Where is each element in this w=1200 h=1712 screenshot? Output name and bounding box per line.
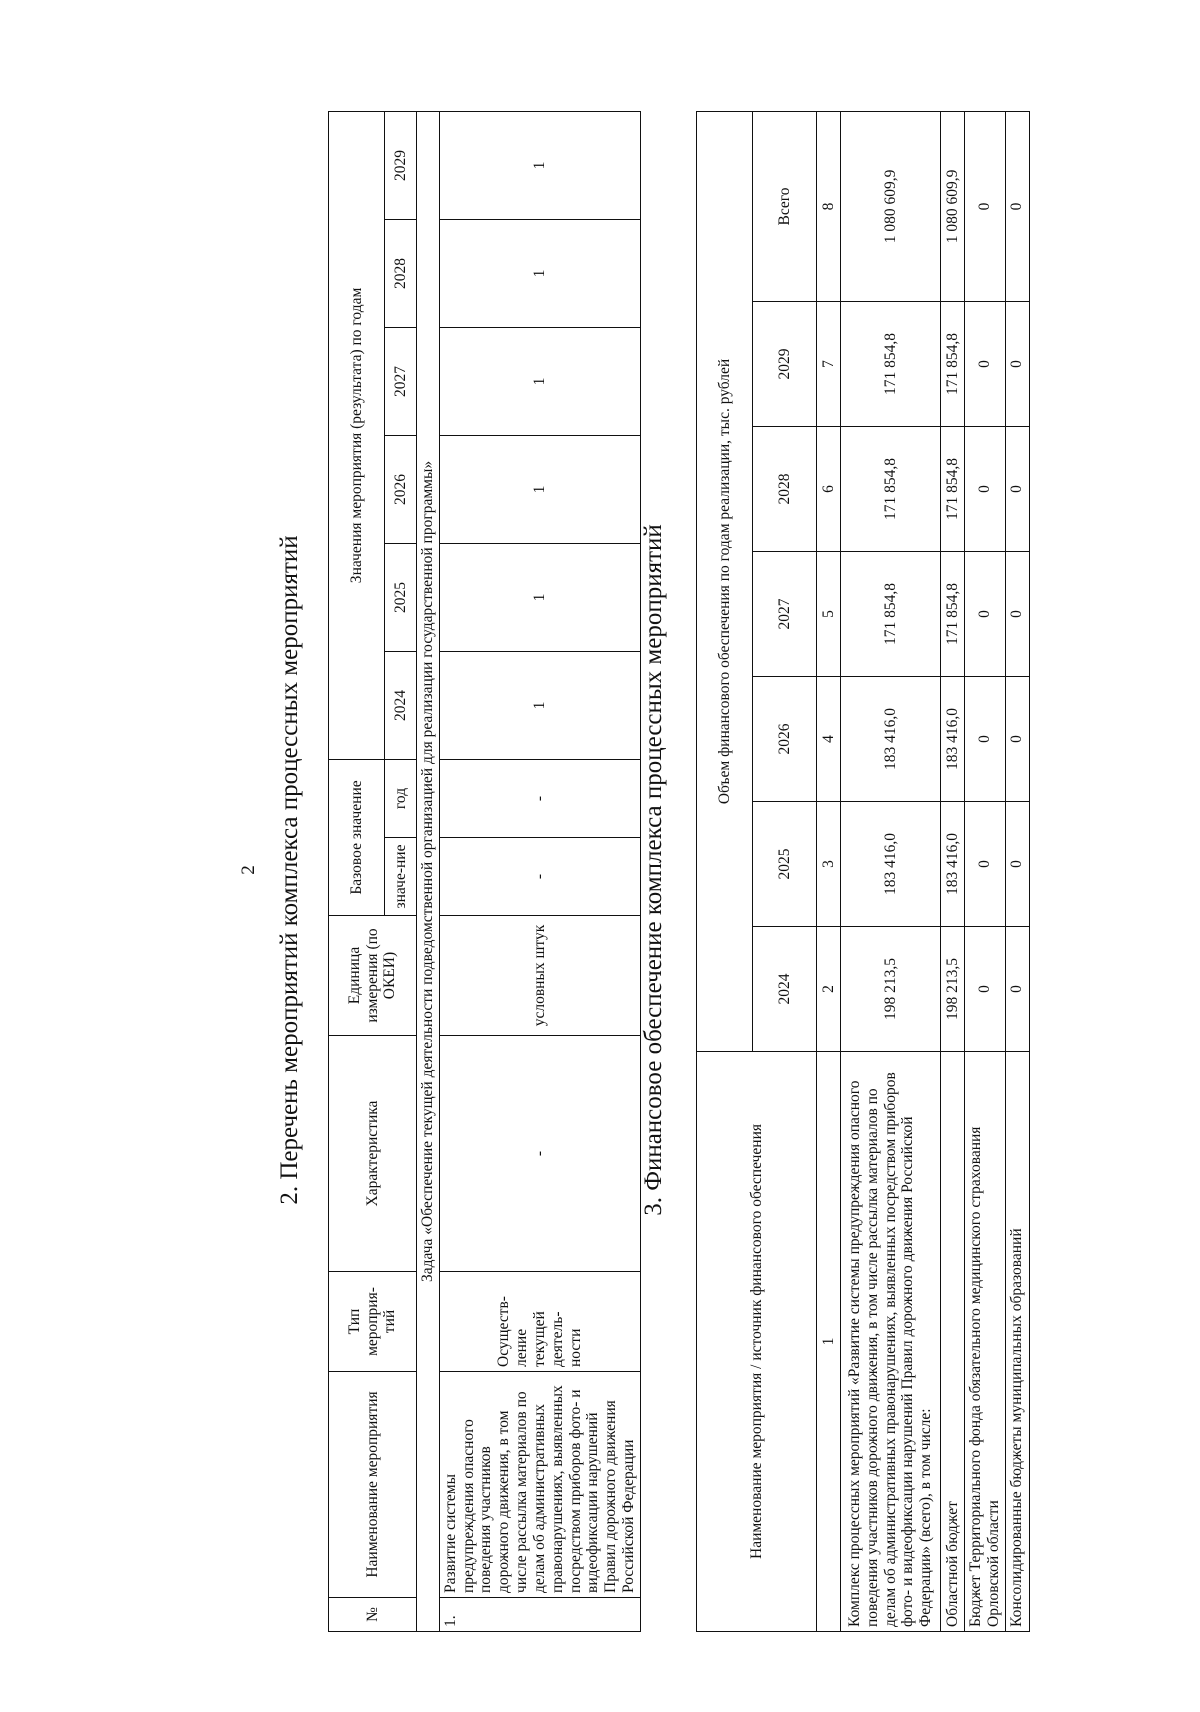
fin-value: 0: [1005, 427, 1029, 552]
fin-year-header: 2029: [753, 302, 817, 427]
year-header: 2024: [385, 651, 417, 759]
task-row: [417, 111, 440, 1631]
fin-value: 0: [1005, 302, 1029, 427]
year-value: 1: [439, 435, 640, 543]
fin-value: 171 854,8: [841, 552, 941, 677]
fin-value: 0: [965, 802, 1006, 927]
header-row-1: [329, 111, 385, 1631]
fin-value: 0: [965, 302, 1006, 427]
year-header: 2026: [385, 435, 417, 543]
fin-value: 183 416,0: [841, 802, 941, 927]
section-2-title: 2. Перечень мероприятий комплекса процессных мероприятий: [276, 535, 303, 1205]
fin-value: 171 854,8: [841, 302, 941, 427]
column-number: 7: [817, 302, 841, 427]
table-row: [1005, 111, 1029, 1631]
event-type: Осуществ-ление текущей деятель-ности: [439, 1272, 640, 1372]
year-value: 1: [439, 111, 640, 219]
fin-value: 171 854,8: [841, 427, 941, 552]
base-value: -: [439, 838, 640, 916]
page-number: 2: [238, 865, 259, 875]
fin-row-name: Комплекс процессных мероприятий «Развитие системы предупреждения опасного поведения участников дорожного движения, в том числе рассылка материалов по делам об административных правонарушениях, выявленных посредством приборов фото- и видеофиксации нарушений Правил дорожного движения Российской Федерации» (всего), в том числе:: [841, 1052, 941, 1632]
col-header-unit: Единица измерения (по ОКЕИ): [329, 916, 417, 1036]
fin-value: 0: [965, 427, 1006, 552]
fin-value: 183 416,0: [941, 802, 965, 927]
table-row: [439, 111, 640, 1631]
task-text: Задача «Обеспечение текущей деятельности подведомственной организацией для реализации государственной программы»: [417, 111, 440, 1631]
year-value: 1: [439, 327, 640, 435]
fin-row-name: Консолидированные бюджеты муниципальных образований: [1005, 1052, 1029, 1632]
year-header: 2028: [385, 219, 417, 327]
base-year: -: [439, 759, 640, 837]
fin-col-header-volume: Объем финансового обеспечения по годам реализации, тыс. рублей: [697, 111, 753, 1051]
year-header: 2027: [385, 327, 417, 435]
fin-value: 0: [1005, 927, 1029, 1052]
fin-value: 171 854,8: [941, 302, 965, 427]
column-number: 3: [817, 802, 841, 927]
year-header: 2029: [385, 111, 417, 219]
fin-value: 198 213,5: [941, 927, 965, 1052]
fin-year-header: 2025: [753, 802, 817, 927]
column-number: 8: [817, 111, 841, 301]
fin-header-row-1: [697, 111, 753, 1631]
fin-value: 171 854,8: [941, 427, 965, 552]
fin-total-header: Всего: [753, 111, 817, 301]
fin-value: 0: [1005, 677, 1029, 802]
col-header-base: Базовое значение: [329, 759, 385, 915]
fin-total: 1 080 609,9: [941, 111, 965, 301]
fin-value: 0: [1005, 802, 1029, 927]
col-header-values: Значения мероприятия (результата) по годам: [329, 111, 385, 759]
table-row: [941, 111, 965, 1631]
row-number: 1.: [439, 1598, 640, 1632]
fin-row-name: Бюджет Территориального фонда обязательного медицинского страхования Орловской области: [965, 1052, 1006, 1632]
fin-total: 1 080 609,9: [841, 111, 941, 301]
events-list-table: [328, 111, 641, 1632]
fin-value: 198 213,5: [841, 927, 941, 1052]
rotated-page-content: [230, 100, 1050, 1640]
col-header-type: Тип мероприя-тий: [329, 1272, 417, 1372]
event-name: Развитие системы предупреждения опасного поведения участников дорожного движения, в том числе рассылка материалов по делам об административных правонарушениях, выявленных посредством приборов фото- и видеофиксации нарушений Правил дорожного движения Российской Федерации: [439, 1372, 640, 1598]
fin-year-header: 2027: [753, 552, 817, 677]
table-row: [841, 111, 941, 1631]
year-value: 1: [439, 219, 640, 327]
fin-value: 183 416,0: [941, 677, 965, 802]
col-header-name: Наименование мероприятия: [329, 1372, 417, 1598]
fin-total: 0: [1005, 111, 1029, 301]
fin-value: 0: [965, 552, 1006, 677]
col-header-base-value: значе-ние: [385, 838, 417, 916]
column-number: 1: [817, 1052, 841, 1632]
col-header-base-year: год: [385, 759, 417, 837]
column-number: 5: [817, 552, 841, 677]
financing-table: [696, 111, 1030, 1632]
column-numbers-row: [817, 111, 841, 1631]
fin-year-header: 2026: [753, 677, 817, 802]
column-number: 6: [817, 427, 841, 552]
section-3-title: 3. Финансовое обеспечение комплекса процессных мероприятий: [640, 524, 667, 1216]
fin-total: 0: [965, 111, 1006, 301]
fin-value: 171 854,8: [941, 552, 965, 677]
fin-value: 183 416,0: [841, 677, 941, 802]
column-number: 4: [817, 677, 841, 802]
col-header-characteristic: Характеристика: [329, 1036, 417, 1272]
year-value: 1: [439, 651, 640, 759]
fin-year-header: 2024: [753, 927, 817, 1052]
fin-value: 0: [1005, 552, 1029, 677]
fin-col-header-name: Наименование мероприятия / источник финансового обеспечения: [697, 1052, 817, 1632]
fin-value: 0: [965, 677, 1006, 802]
fin-year-header: 2028: [753, 427, 817, 552]
year-value: 1: [439, 543, 640, 651]
table-row: [965, 111, 1006, 1631]
fin-value: 0: [965, 927, 1006, 1052]
fin-row-name: Областной бюджет: [941, 1052, 965, 1632]
column-number: 2: [817, 927, 841, 1052]
event-unit: условных штук: [439, 916, 640, 1036]
year-header: 2025: [385, 543, 417, 651]
event-characteristic: -: [439, 1036, 640, 1272]
col-header-num: №: [329, 1598, 417, 1632]
